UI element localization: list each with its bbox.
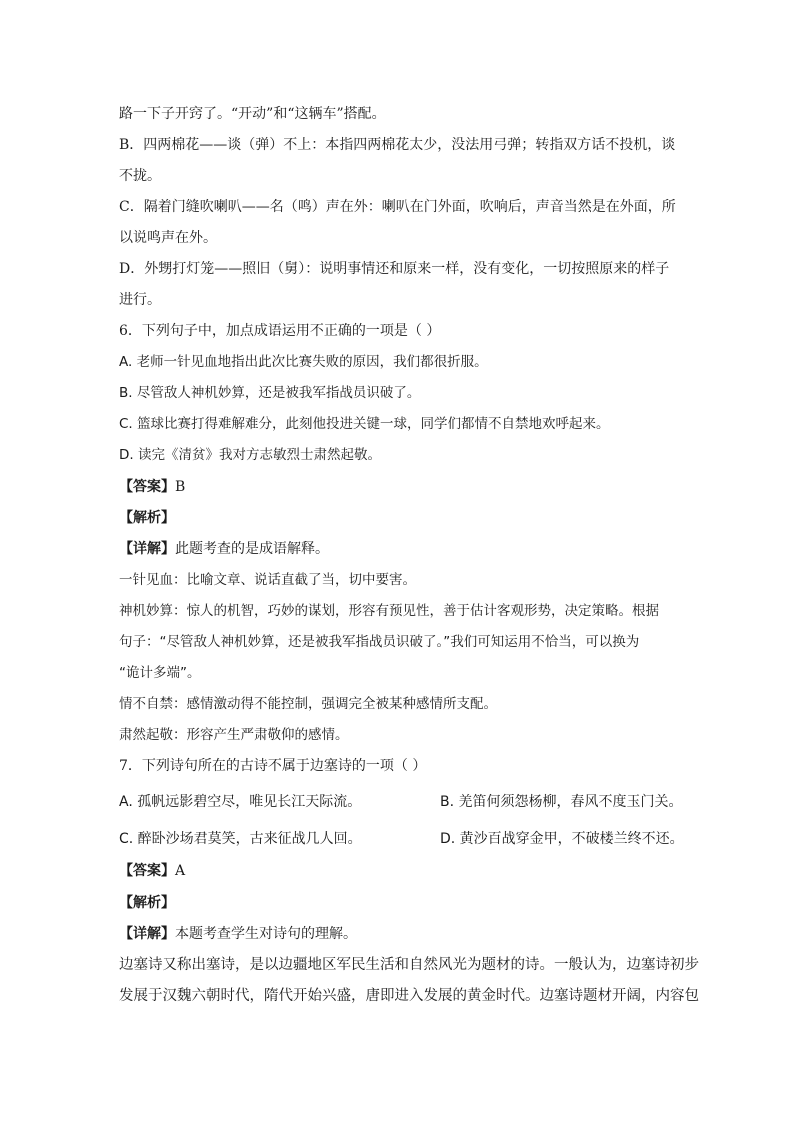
q6-answer [119, 477, 679, 497]
q7-paragraph-2: 发展于汉魏六朝时代，隋代开始兴盛，唐即进入发展的黄金时代。边塞诗题材开阔，内容包 [119, 988, 699, 1004]
q7-paragraph-1: 边塞诗又称出塞诗，是以边疆地区军民生活和自然风光为题材的诗。一般认为，边塞诗初步 [119, 957, 699, 973]
q5-option-b-line1: B．四两棉花——谈（弹）不上：本指四两棉花太少，没法用弓弹；转指双方话不投机，谈 [119, 137, 676, 153]
q5-option-c-line2: 以说鸣声在外。 [119, 230, 217, 246]
q5-option-b-line2: 不拢。 [119, 168, 161, 184]
q7-option-c: C. 醉卧沙场君莫笑，古来征战几人回。 [119, 831, 362, 847]
q7-option-a: A. 孤帆远影碧空尽，唯见长江天际流。 [119, 794, 362, 810]
q6-explanation-6: 肃然起敬：形容产生严肃敬仰的感情。 [119, 727, 349, 743]
q6-explanation-1: 一针见血：比喻文章、说话直截了当，切中要害。 [119, 572, 416, 588]
q6-stem: 6．下列句子中，加点成语运用不正确的一项是（ ） [119, 323, 441, 339]
q6-option-c: C. 篮球比赛打得难解难分，此刻他投进关键一球，同学们都情不自禁地欢呼起来。 [119, 416, 610, 432]
detail-label: 【详解】 [119, 541, 175, 557]
answer-label: 【答案】 [119, 479, 175, 495]
q6-option-d: D. 读完《清贫》我对方志敏烈士肃然起敬。 [119, 447, 381, 463]
q6-explanation-5: 情不自禁：感情激动得不能控制，强调完全被某种感情所支配。 [119, 696, 497, 712]
q6-explanation-4: “诡计多端”。 [119, 665, 201, 681]
q5-option-d-line2: 进行。 [119, 292, 161, 308]
detail-text: 本题考查学生对诗句的理解。 [175, 926, 357, 942]
q5-option-a-tail: 路一下子开窍了。“开动”和“这辆车”搭配。 [119, 106, 386, 122]
q6-explanation-2: 神机妙算：惊人的机智，巧妙的谋划，形容有预见性，善于估计客观形势，决定策略。根据 [119, 603, 659, 619]
q7-option-b: B. 羌笛何须怨杨柳，春风不度玉门关。 [440, 794, 683, 810]
q5-option-d-line1: D．外甥打灯笼——照旧（舅）：说明事情还和原来一样，没有变化，一切按照原来的样子 [119, 261, 670, 277]
detail-label: 【详解】 [119, 926, 175, 942]
answer-label: 【答案】 [119, 863, 175, 879]
q7-detail [119, 924, 679, 944]
q7-option-d: D. 黄沙百战穿金甲，不破楼兰终不还。 [440, 831, 684, 847]
q6-option-b: B. 尽管敌人神机妙算，还是被我军指战员识破了。 [119, 385, 421, 401]
q5-option-c-line1: C．隔着门缝吹喇叭——名（鸣）声在外：喇叭在门外面，吹响后，声音当然是在外面，所 [119, 199, 676, 215]
q7-answer [119, 861, 679, 881]
q6-analysis-label: 【解析】 [119, 510, 175, 526]
q7-analysis-label: 【解析】 [119, 895, 175, 911]
q7-stem: 7．下列诗句所在的古诗不属于边塞诗的一项（ ） [119, 758, 427, 774]
detail-text: 此题考查的是成语解释。 [175, 541, 329, 557]
answer-value: B [175, 479, 186, 495]
answer-value: A [175, 863, 186, 879]
q6-detail [119, 539, 679, 559]
q6-explanation-3: 句子：“尽管敌人神机妙算，还是被我军指战员识破了。”我们可知运用不恰当，可以换为 [119, 634, 640, 650]
q6-option-a: A. 老师一针见血地指出此次比赛失败的原因，我们都很折服。 [119, 354, 488, 370]
